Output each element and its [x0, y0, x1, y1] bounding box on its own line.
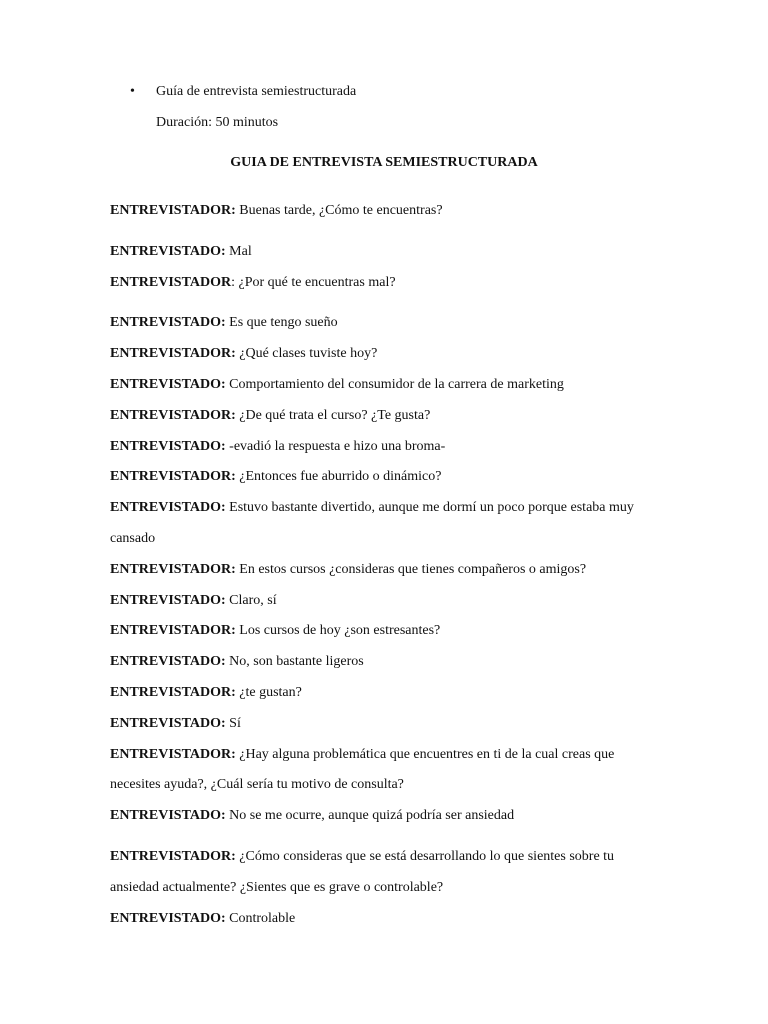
- speaker-label: ENTREVISTADOR: [110, 274, 232, 290]
- dialogue-turn: [110, 432, 655, 463]
- turn-text: Sí: [225, 715, 241, 731]
- dialogue-turn: [110, 555, 655, 586]
- bullet-icon: •: [130, 84, 135, 99]
- dialogue-turn: [110, 237, 655, 268]
- speaker-label: ENTREVISTADOR:: [110, 203, 236, 218]
- turn-text: Controlable: [225, 910, 296, 926]
- speaker-label: ENTREVISTADO:: [110, 592, 226, 608]
- speaker-label: ENTREVISTADO:: [110, 654, 226, 670]
- turn-text: ¿Entonces fue aburrido o dinámico?: [235, 469, 442, 485]
- dialogue-turn: [110, 401, 655, 432]
- speaker-label: ENTREVISTADO:: [110, 715, 226, 731]
- speaker-label: ENTREVISTADOR:: [110, 684, 236, 700]
- speaker-label: ENTREVISTADO:: [110, 315, 226, 331]
- dialogue-turn: [110, 678, 655, 709]
- speaker-label: ENTREVISTADOR:: [110, 848, 236, 864]
- dialogue-turn: [110, 801, 655, 832]
- dialogue-turn: [110, 904, 655, 935]
- turn-text: Estuvo bastante divertido, aunque me dormí un poco porque estaba muy cansado: [110, 500, 634, 546]
- speaker-label: ENTREVISTADOR:: [110, 407, 236, 423]
- speaker-label: ENTREVISTADO:: [110, 910, 226, 926]
- turn-text: Claro, sí: [225, 592, 277, 608]
- dialogue-turn: [110, 586, 655, 617]
- turn-text: Buenas tarde, ¿Cómo te encuentras?: [235, 203, 443, 218]
- turn-text: No se me ocurre, aunque quizá podría ser ansiedad: [225, 808, 515, 824]
- turn-text: ¿De qué trata el curso? ¿Te gusta?: [235, 407, 431, 423]
- dialogue-turn: [110, 842, 655, 904]
- bullet-item: Guía de entrevista semiestructurada: [156, 84, 357, 99]
- dialogue-turn: [110, 196, 655, 227]
- turn-text: ¿Cómo consideras que se está desarrollando lo que sientes sobre tu ansiedad actualmente? ¿Sientes que es grave o controlable?: [110, 848, 615, 895]
- speaker-label: ENTREVISTADO:: [110, 438, 226, 454]
- turn-text: ¿te gustan?: [235, 684, 302, 700]
- dialogue-turn: [110, 647, 655, 678]
- speaker-label: ENTREVISTADO:: [110, 500, 226, 516]
- turn-text: Es que tengo sueño: [225, 315, 338, 331]
- dialogue-turn: [110, 268, 655, 299]
- turn-text: ¿Qué clases tuviste hoy?: [235, 346, 378, 362]
- speaker-label: ENTREVISTADOR:: [110, 561, 236, 577]
- dialogue-turn: [110, 709, 655, 740]
- interview-transcript: [110, 196, 655, 934]
- dialogue-turn: [110, 462, 655, 493]
- turn-text: Comportamiento del consumidor de la carrera de marketing: [225, 376, 564, 392]
- document-title: GUIA DE ENTREVISTA SEMIESTRUCTURADA: [230, 155, 538, 170]
- speaker-label: ENTREVISTADOR:: [110, 746, 236, 762]
- dialogue-turn: [110, 308, 655, 339]
- dialogue-turn: [110, 616, 655, 647]
- turn-text: ¿Hay alguna problemática que encuentres en ti de la cual creas que necesites ayuda?, ¿Cuál sería tu motivo de consulta?: [110, 746, 615, 793]
- speaker-label: ENTREVISTADOR:: [110, 623, 236, 639]
- turn-text: Mal: [225, 243, 252, 259]
- speaker-label: ENTREVISTADO:: [110, 243, 226, 259]
- speaker-label: ENTREVISTADOR:: [110, 346, 236, 362]
- turn-text: No, son bastante ligeros: [225, 654, 364, 670]
- speaker-label: ENTREVISTADO:: [110, 376, 226, 392]
- turn-text: -evadió la respuesta e hizo una broma-: [225, 438, 446, 454]
- turn-text: : ¿Por qué te encuentras mal?: [231, 274, 396, 290]
- dialogue-turn: [110, 370, 655, 401]
- turn-text: En estos cursos ¿consideras que tienes compañeros o amigos?: [235, 561, 587, 577]
- dialogue-turn: [110, 493, 655, 555]
- dialogue-turn: [110, 740, 655, 802]
- speaker-label: ENTREVISTADO:: [110, 808, 226, 824]
- duration-text: Duración: 50 minutos: [156, 115, 279, 130]
- speaker-label: ENTREVISTADOR:: [110, 469, 236, 485]
- turn-text: Los cursos de hoy ¿son estresantes?: [235, 623, 441, 639]
- dialogue-turn: [110, 339, 655, 370]
